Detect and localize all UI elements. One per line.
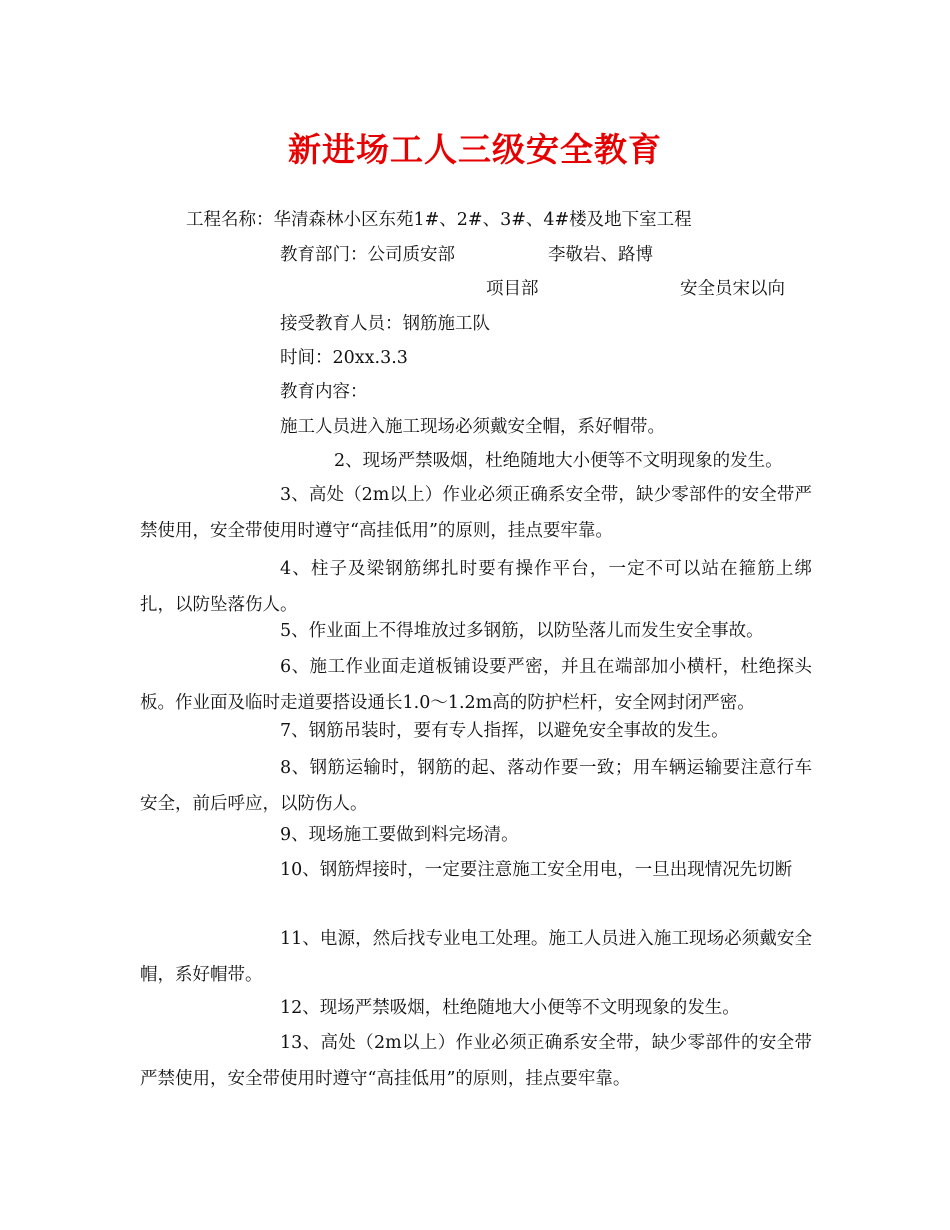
content-item-6: 6、施工作业面走道板铺设要严密，并且在端部加小横杆，杜绝探头板。作业面及临时走道要搭设通长1.0～1.2m高的防护栏杆，安全网封闭严密。 (140, 657, 812, 713)
content-item-10: 10、钢筋焊接时，一定要注意施工安全用电，一旦出现情况先切断 (280, 860, 793, 880)
content-item-1: 施工人员进入施工现场必须戴安全帽，系好帽带。 (280, 417, 665, 437)
content-item-9: 9、现场施工要做到料完场清。 (280, 825, 519, 845)
document-title: 新进场工人三级安全教育 (288, 130, 662, 169)
content-heading: 教育内容： (280, 382, 368, 402)
content-item-4: 4、柱子及梁钢筋绑扎时要有操作平台，一定不可以站在箍筋上绑扎，以防坠落伤人。 (140, 559, 812, 615)
content-item-13: 13、高处（2m以上）作业必须正确系安全带，缺少零部件的安全带严禁使用，安全带使用时遵守“高挂低用”的原则，挂点要牢靠。 (140, 1033, 812, 1089)
education-department-line: 教育部门：公司质安部 (280, 245, 455, 265)
content-item-8: 8、钢筋运输时，钢筋的起、落动作要一致；用车辆运输要注意行车安全，前后呼应，以防伤人。 (140, 758, 812, 814)
trainees-line: 接受教育人员：钢筋施工队 (280, 314, 490, 334)
content-item-7: 7、钢筋吊装时，要有专人指挥，以避免安全事故的发生。 (280, 721, 729, 741)
content-item-3: 3、高处（2m以上）作业必须正确系安全带，缺少零部件的安全带严禁使用，安全带使用时遵守“高挂低用”的原则，挂点要牢靠。 (140, 485, 812, 541)
content-item-12: 12、现场严禁吸烟，杜绝随地大小便等不文明现象的发生。 (280, 998, 740, 1018)
content-item-11: 11、电源，然后找专业电工处理。施工人员进入施工现场必须戴安全帽，系好帽带。 (140, 929, 812, 985)
content-item-2: 2、现场严禁吸烟，杜绝随地大小便等不文明现象的发生。 (334, 451, 783, 471)
project-department-label: 项目部 (486, 279, 539, 299)
date-line: 时间：20xx.3.3 (280, 348, 408, 368)
content-item-5: 5、作业面上不得堆放过多钢筋，以防坠落儿而发生安全事故。 (280, 621, 764, 641)
department-educators: 李敬岩、路博 (548, 245, 653, 265)
safety-officer: 安全员宋以向 (680, 279, 785, 299)
project-name-line: 工程名称：华清森林小区东苑1#、2#、3#、4#楼及地下室工程 (186, 210, 692, 230)
